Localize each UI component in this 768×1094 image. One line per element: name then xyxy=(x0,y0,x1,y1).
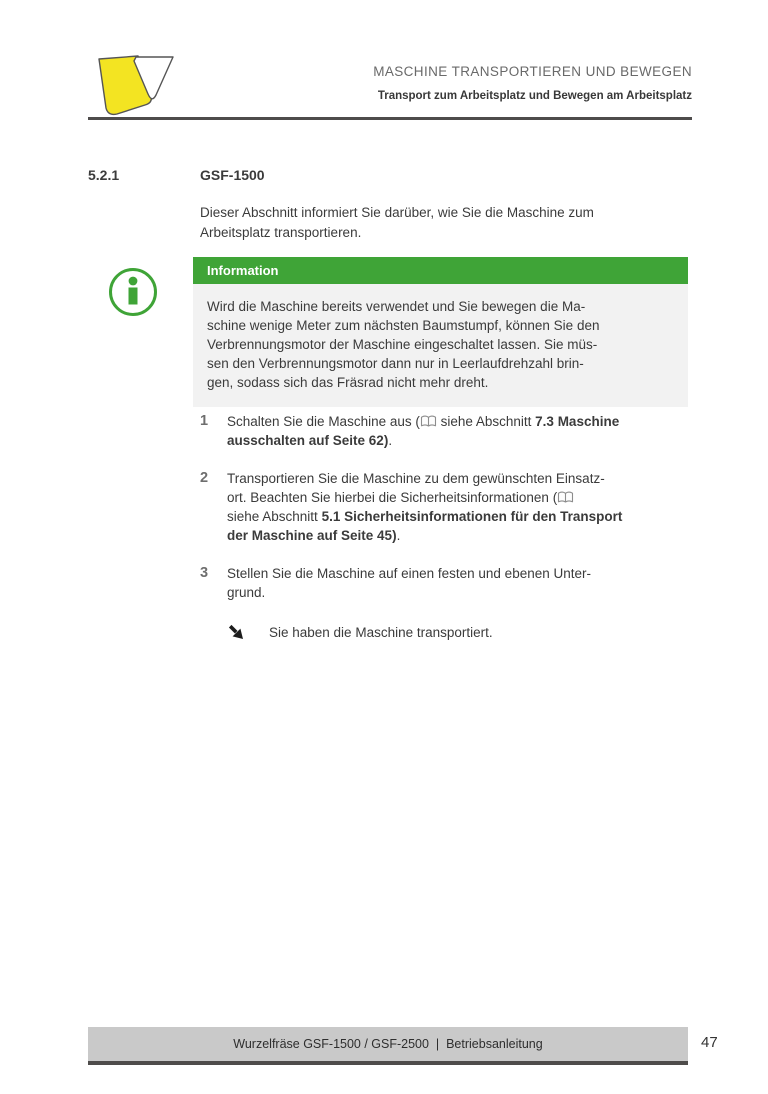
info-box-header: Information xyxy=(193,257,688,284)
page-header xyxy=(373,64,692,102)
book-reference-icon xyxy=(557,491,574,504)
step-item xyxy=(200,412,690,450)
step-item xyxy=(200,469,690,545)
step-number: 3 xyxy=(200,565,209,581)
step-number: 2 xyxy=(200,470,209,486)
result-arrow-icon xyxy=(228,624,244,640)
header-divider xyxy=(88,117,692,120)
result-text: Sie haben die Maschine transportiert. xyxy=(269,625,493,640)
company-logo xyxy=(90,53,178,119)
step-list xyxy=(200,412,690,621)
intro-paragraph: Dieser Abschnitt informiert Sie darüber, wie Sie die Maschine zum Arbeitsplatz transportieren. xyxy=(200,205,594,240)
result-row xyxy=(228,624,493,641)
page-number: 47 xyxy=(701,1034,718,1051)
section-title: GSF-1500 xyxy=(200,167,265,183)
step-text: Stellen Sie die Maschine auf einen festen und ebenen Unter- grund. xyxy=(227,566,591,600)
footer-divider xyxy=(88,1061,688,1065)
step-text: Transportieren Sie die Maschine zu dem gewünschten Einsatz- ort. Beachten Sie hierbei die Sicherheitsinformationen ( siehe Abschnitt 5.1 Sicherheitsinformationen für den Transport der Maschine auf Seite 45). xyxy=(227,471,623,543)
chapter-subtitle: Transport zum Arbeitsplatz und Bewegen am Arbeitsplatz xyxy=(377,90,692,102)
info-icon xyxy=(107,266,159,318)
step-text: Schalten Sie die Maschine aus ( siehe Abschnitt 7.3 Maschine ausschalten auf Seite 62). xyxy=(227,414,620,448)
section-number: 5.2.1 xyxy=(88,167,120,183)
book-reference-icon xyxy=(420,415,437,428)
chapter-title: MASCHINE TRANSPORTIEREN UND BEWEGEN xyxy=(373,64,692,79)
footer-bar: Wurzelfräse GSF-1500 / GSF-2500 | Betriebsanleitung xyxy=(88,1027,688,1061)
info-box-body: Wird die Maschine bereits verwendet und Sie bewegen die Ma- schine wenige Meter zum nächsten Baumstumpf, können Sie den Verbrennungsmotor der Maschine eingeschaltet lassen. Sie müs- sen den Verbrennungsmotor dann nur in Leerlaufdrehzahl brin- gen, sodass sich das Fräsrad nicht mehr dreht. xyxy=(193,284,688,407)
step-number: 1 xyxy=(200,413,209,429)
step-item xyxy=(200,564,690,602)
